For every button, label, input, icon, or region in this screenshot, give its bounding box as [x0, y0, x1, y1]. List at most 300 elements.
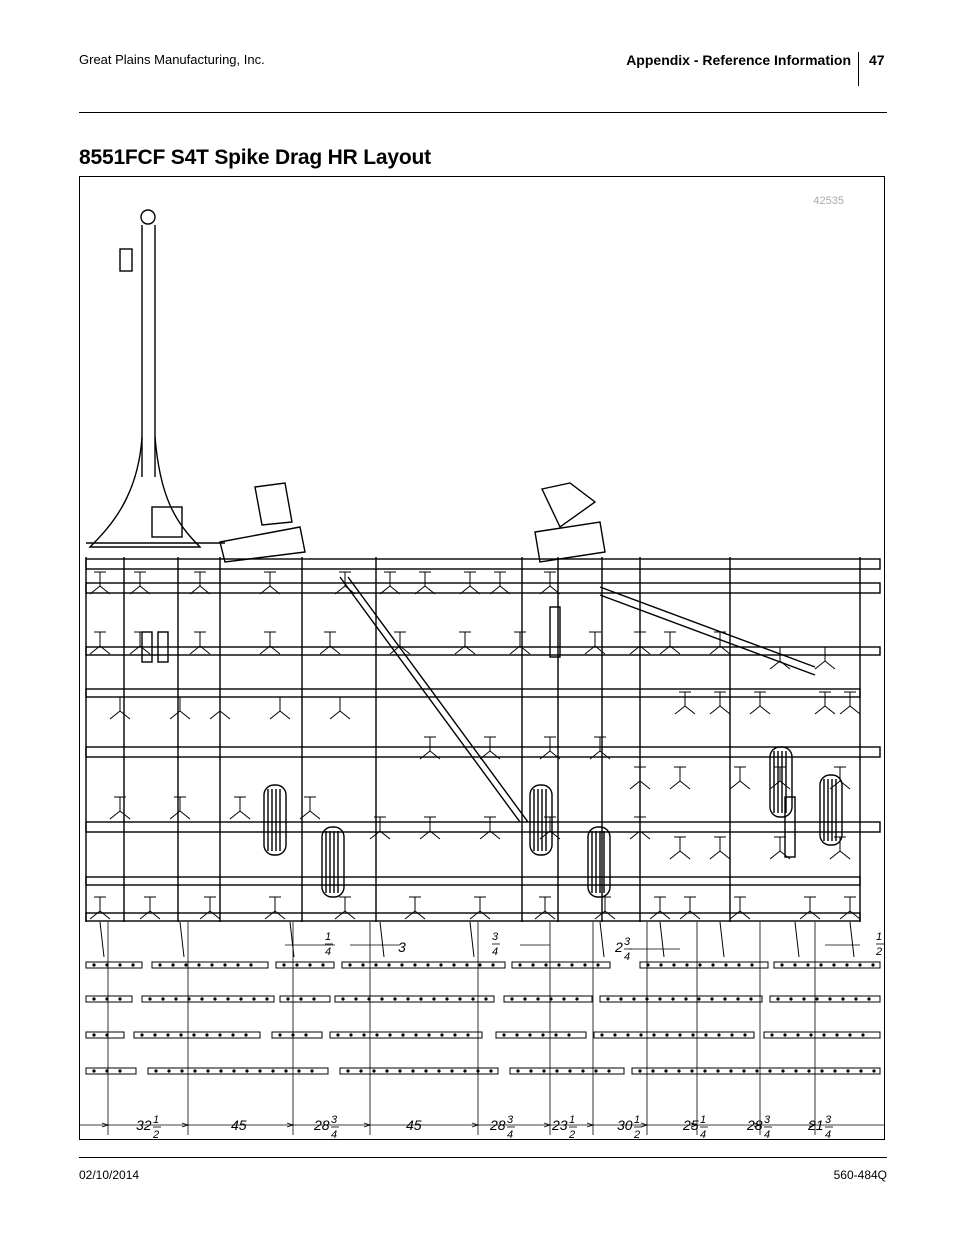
drag-spike: [373, 1070, 375, 1072]
drag-spike: [159, 964, 161, 966]
drag-spike: [283, 964, 285, 966]
tine-tip: [710, 706, 730, 714]
tine: [510, 632, 530, 654]
drag-spike: [803, 998, 805, 1000]
drag-bar: [496, 1032, 586, 1038]
drag-spike: [415, 1034, 417, 1036]
tine: [670, 837, 690, 859]
dimension-lines: [80, 922, 884, 1135]
offset-label-2-num: 3: [492, 931, 499, 943]
tine: [480, 737, 500, 759]
drag-spike: [399, 1070, 401, 1072]
drag-spike: [433, 998, 435, 1000]
drag-spike: [224, 964, 226, 966]
page-title: 8551FCF S4T Spike Drag HR Layout: [79, 146, 431, 169]
tine: [405, 897, 425, 919]
drag-spike: [298, 1070, 300, 1072]
frame-bar-3: [86, 689, 860, 697]
drag-spike: [672, 998, 674, 1000]
tine-tip: [265, 911, 285, 919]
tine: [140, 897, 160, 919]
drag-spike: [555, 1034, 557, 1036]
header-rule: [79, 112, 887, 113]
drag-spike: [360, 1070, 362, 1072]
tine-leg: [380, 922, 384, 957]
footer-rule: [79, 1157, 887, 1158]
page-number: 47: [869, 52, 885, 68]
drag-spike: [246, 1070, 248, 1072]
spacing-label-1-whole: 45: [231, 1117, 247, 1133]
tine-leg: [180, 922, 184, 957]
tine: [90, 632, 110, 654]
drag-spike: [823, 1034, 825, 1036]
drag-spike: [220, 1070, 222, 1072]
tine-tip: [830, 781, 850, 789]
drag-spike: [868, 998, 870, 1000]
drag-spike: [873, 1070, 875, 1072]
tine-leg: [600, 922, 604, 957]
tine-tip: [270, 711, 290, 719]
tine: [680, 897, 700, 919]
drag-spike: [725, 964, 727, 966]
tine: [590, 737, 610, 759]
drag-spike: [467, 1034, 469, 1036]
drag-spike: [849, 1034, 851, 1036]
drag-spike: [517, 1070, 519, 1072]
drag-bar: [770, 996, 880, 1002]
drag-spike: [545, 964, 547, 966]
drag-spike: [472, 998, 474, 1000]
drag-spike: [233, 1070, 235, 1072]
drag-spike: [777, 998, 779, 1000]
tine: [670, 767, 690, 789]
drag-spike: [530, 1070, 532, 1072]
drag-spike: [141, 1034, 143, 1036]
drag-spike: [149, 998, 151, 1000]
spacing-label-5: [551, 1114, 577, 1139]
lift-link-right: [535, 522, 605, 562]
drag-spike: [872, 964, 874, 966]
drag-spike: [407, 998, 409, 1000]
drag-spike: [836, 1034, 838, 1036]
frame-bar-0: [86, 559, 880, 569]
drag-spike: [279, 1034, 281, 1036]
drag-spike: [259, 1070, 261, 1072]
drag-spike: [349, 964, 351, 966]
spacing-label-2-whole: 28: [314, 1117, 330, 1133]
tine: [265, 897, 285, 919]
tine: [335, 897, 355, 919]
drag-spike: [529, 1034, 531, 1036]
tine: [390, 632, 410, 654]
spacing-label-4-num: 3: [507, 1114, 514, 1126]
spacing-label-7-num: 1: [700, 1114, 707, 1126]
drag-spike: [305, 1034, 307, 1036]
drag-spike: [272, 1070, 274, 1072]
tine: [675, 692, 695, 714]
drag-spike: [859, 964, 861, 966]
drag-bar: [340, 1068, 498, 1074]
tine: [200, 897, 220, 919]
frame-bar-1: [86, 583, 880, 593]
frame-bar-6: [86, 877, 860, 885]
drag-spike: [446, 998, 448, 1000]
drag-spike: [738, 964, 740, 966]
tine: [650, 897, 670, 919]
tine-tip: [470, 911, 490, 919]
drag-spike: [451, 1070, 453, 1072]
tine: [320, 632, 340, 654]
drag-spike: [847, 1070, 849, 1072]
drag-spike: [532, 964, 534, 966]
drag-spike: [503, 1034, 505, 1036]
spacing-label-2-den: 4: [331, 1129, 338, 1139]
lift-link-left: [220, 527, 305, 562]
tine: [840, 692, 860, 714]
drag-spike: [569, 1070, 571, 1072]
drag-spike: [350, 1034, 352, 1036]
spacing-label-5-num: 1: [569, 1114, 576, 1126]
tine: [800, 897, 820, 919]
drag-spike: [718, 1034, 720, 1036]
drag-spike: [119, 1070, 121, 1072]
spacing-label-7-den: 4: [700, 1129, 707, 1139]
tine: [595, 897, 615, 919]
tine-tip: [590, 751, 610, 759]
drag-spike: [296, 964, 298, 966]
offset-label-0: [325, 931, 333, 958]
spacing-label-8-num: 3: [764, 1114, 771, 1126]
drag-spike: [750, 998, 752, 1000]
tine: [370, 817, 390, 839]
spacing-label-4-den: 4: [507, 1129, 514, 1139]
drag-spike: [227, 998, 229, 1000]
drag-spike: [846, 964, 848, 966]
tine: [770, 767, 790, 789]
wheel-1: [322, 827, 344, 897]
tine: [300, 797, 320, 819]
tine-tip: [540, 751, 560, 759]
tine-leg: [470, 922, 474, 957]
offset-label-4-num: 1: [876, 931, 883, 943]
tine-tip: [670, 781, 690, 789]
drag-spike: [633, 998, 635, 1000]
jack-bracket: [120, 249, 132, 271]
drag-spike: [781, 964, 783, 966]
drag-spike: [731, 1034, 733, 1036]
drag-spike: [834, 1070, 836, 1072]
drag-spike: [485, 998, 487, 1000]
drag-spike: [705, 1034, 707, 1036]
drag-spike: [704, 1070, 706, 1072]
tine-tip: [770, 781, 790, 789]
drag-bar: [504, 996, 592, 1002]
drag-spike: [524, 998, 526, 1000]
tine-tip: [330, 711, 350, 719]
tine-tip: [90, 911, 110, 919]
tine-leg: [850, 922, 854, 957]
drag-spike: [699, 964, 701, 966]
tine: [815, 647, 835, 669]
drag-spike: [519, 964, 521, 966]
figure-number: 42535: [813, 195, 844, 207]
drag-spike: [93, 1070, 95, 1072]
drag-spike: [402, 1034, 404, 1036]
drag-spike: [337, 1034, 339, 1036]
drag-spike: [576, 998, 578, 1000]
drag-spike: [620, 998, 622, 1000]
tine-tip: [670, 851, 690, 859]
spacing-label-3: [406, 1117, 422, 1133]
drag-spike: [627, 1034, 629, 1036]
tine-tip: [710, 851, 730, 859]
header-company: Great Plains Manufacturing, Inc.: [79, 52, 265, 67]
drag-bar: [510, 1068, 624, 1074]
tine-tip: [830, 851, 850, 859]
drag-spike: [420, 998, 422, 1000]
drag-spike: [453, 964, 455, 966]
drag-spike: [194, 1070, 196, 1072]
drag-spike: [810, 1034, 812, 1036]
tine-tip: [680, 911, 700, 919]
drag-spike: [571, 964, 573, 966]
drag-spike: [185, 964, 187, 966]
drag-spike: [607, 998, 609, 1000]
drag-spike: [245, 1034, 247, 1036]
drag-spike: [665, 1070, 667, 1072]
drag-spike: [666, 1034, 668, 1036]
tine-tip: [405, 911, 425, 919]
drag-spike: [363, 1034, 365, 1036]
drag-spike: [542, 1034, 544, 1036]
drag-spike: [300, 998, 302, 1000]
drag-spike: [376, 1034, 378, 1036]
offset-label-4: [875, 931, 884, 958]
tine: [230, 797, 250, 819]
offset-label-0-den: 4: [325, 946, 332, 958]
spacing-label-9-den: 4: [825, 1129, 832, 1139]
drag-spike: [355, 998, 357, 1000]
drag-spike: [608, 1070, 610, 1072]
tine: [830, 837, 850, 859]
drag-spike: [673, 964, 675, 966]
drag-bar: [330, 1032, 482, 1038]
spacing-label-2-num: 3: [331, 1114, 338, 1126]
tine: [480, 817, 500, 839]
frame-bar-5: [86, 822, 880, 832]
drag-spike: [362, 964, 364, 966]
tine: [540, 737, 560, 759]
spacing-label-0-den: 2: [153, 1129, 160, 1139]
drag-spike: [438, 1070, 440, 1072]
layout-figure: [79, 176, 885, 1140]
tine: [170, 797, 190, 819]
drag-spike: [614, 1034, 616, 1036]
drag-spike: [93, 964, 95, 966]
drag-spike: [287, 998, 289, 1000]
drag-spike: [490, 1070, 492, 1072]
drag-spike: [744, 1034, 746, 1036]
drag-spike: [842, 998, 844, 1000]
tine-tip: [140, 911, 160, 919]
drag-spike: [782, 1070, 784, 1072]
tine: [110, 797, 130, 819]
drag-spike: [459, 998, 461, 1000]
lift-arm-right: [542, 483, 595, 527]
tine: [710, 837, 730, 859]
tine-tip: [840, 911, 860, 919]
drag-spike: [342, 998, 344, 1000]
frame-bar-2: [86, 647, 880, 655]
drag-spike: [558, 964, 560, 966]
drag-spike: [193, 1034, 195, 1036]
tine-tip: [480, 751, 500, 759]
tine-leg: [100, 922, 104, 957]
tine-tip: [230, 811, 250, 819]
tine: [90, 897, 110, 919]
drag-spike: [440, 964, 442, 966]
header-section: Appendix - Reference Information: [626, 52, 851, 68]
tine-leg: [660, 922, 664, 957]
drag-spike: [172, 964, 174, 966]
frame-structure: [86, 210, 880, 922]
spacing-label-4-whole: 28: [490, 1117, 506, 1133]
drag-spike: [743, 1070, 745, 1072]
spacing-label-3-whole: 45: [406, 1117, 422, 1133]
offset-label-3-num: 3: [624, 936, 631, 948]
drag-spike: [313, 998, 315, 1000]
drag-spike: [543, 1070, 545, 1072]
spacing-label-8-whole: 28: [747, 1117, 763, 1133]
implement-drawing: [80, 177, 884, 1139]
spacing-label-2: [313, 1114, 339, 1139]
drag-spike: [511, 998, 513, 1000]
drag-spike: [686, 964, 688, 966]
drag-spike: [181, 1070, 183, 1072]
spike-tines: [90, 572, 860, 957]
tine: [830, 767, 850, 789]
drag-spike: [232, 1034, 234, 1036]
spacing-label-9: [807, 1114, 833, 1139]
tine: [455, 632, 475, 654]
offset-label-3-whole: 2: [615, 939, 623, 955]
drag-spike: [582, 1070, 584, 1072]
tine: [330, 697, 350, 719]
spacing-label-5-den: 2: [569, 1129, 576, 1139]
drag-spike: [737, 998, 739, 1000]
drag-spike: [556, 1070, 558, 1072]
tine: [170, 697, 190, 719]
drag-spike: [640, 1034, 642, 1036]
tine: [420, 817, 440, 839]
drag-spike: [425, 1070, 427, 1072]
drag-spike: [155, 1070, 157, 1072]
offset-label-3: [614, 936, 632, 963]
drag-spike: [691, 1070, 693, 1072]
footer-doc-number: 560-484Q: [833, 1168, 887, 1182]
drag-spike: [794, 964, 796, 966]
drag-spike: [93, 1034, 95, 1036]
offset-label-2: [492, 931, 500, 958]
drag-spike: [237, 964, 239, 966]
tine-tip: [840, 706, 860, 714]
drag-spike: [771, 1034, 773, 1036]
drag-spike: [454, 1034, 456, 1036]
tine-tip: [815, 661, 835, 669]
tine-tip: [770, 851, 790, 859]
drag-spike: [401, 964, 403, 966]
drag-spike: [253, 998, 255, 1000]
tine-tip: [420, 751, 440, 759]
tongue-flare: [90, 437, 200, 547]
drag-spike: [441, 1034, 443, 1036]
tine-tip: [170, 811, 190, 819]
drag-spike: [119, 964, 121, 966]
drag-spike: [862, 1034, 864, 1036]
spacing-label-6-den: 2: [634, 1129, 641, 1139]
tine: [540, 817, 560, 839]
drag-spike: [412, 1070, 414, 1072]
tine-tip: [110, 811, 130, 819]
drag-spike: [492, 964, 494, 966]
drag-spike: [563, 998, 565, 1000]
tine-tip: [800, 911, 820, 919]
drag-spike: [389, 1034, 391, 1036]
drag-spike: [584, 964, 586, 966]
drag-spike: [211, 964, 213, 966]
tine-tip: [300, 811, 320, 819]
spike-drag-bars: [86, 962, 880, 1074]
spacing-label-5-whole: 23: [552, 1117, 568, 1133]
drag-bar: [335, 996, 494, 1002]
offset-label-3-den: 4: [624, 951, 631, 963]
drag-spike: [751, 964, 753, 966]
drag-spike: [724, 998, 726, 1000]
drag-spike: [717, 1070, 719, 1072]
tine: [260, 632, 280, 654]
drag-spike: [784, 1034, 786, 1036]
drag-bar: [86, 1032, 124, 1038]
footer-date: 02/10/2014: [79, 1168, 140, 1182]
drag-spike: [93, 998, 95, 1000]
drag-spike: [712, 964, 714, 966]
drag-spike: [168, 1070, 170, 1072]
hitch-ring: [141, 210, 155, 224]
tine-tip: [730, 781, 750, 789]
drag-spike: [311, 1070, 313, 1072]
drag-spike: [119, 998, 121, 1000]
diagonal-brace-2: [348, 577, 528, 822]
drag-spike: [601, 1034, 603, 1036]
drag-spike: [428, 1034, 430, 1036]
drag-spike: [790, 998, 792, 1000]
header-divider: [858, 52, 859, 86]
drag-spike: [240, 998, 242, 1000]
drag-spike: [285, 1070, 287, 1072]
tine-tip: [335, 911, 355, 919]
tongue-plate: [152, 507, 182, 537]
spacing-label-4: [489, 1114, 515, 1139]
drag-spike: [180, 1034, 182, 1036]
drag-spike: [730, 1070, 732, 1072]
drag-spike: [375, 964, 377, 966]
spacing-label-1: [231, 1117, 247, 1133]
tine: [770, 837, 790, 859]
offset-label-1-whole: 3: [398, 939, 406, 955]
tine-tip: [595, 911, 615, 919]
tine-tip: [675, 706, 695, 714]
drag-spike: [597, 964, 599, 966]
